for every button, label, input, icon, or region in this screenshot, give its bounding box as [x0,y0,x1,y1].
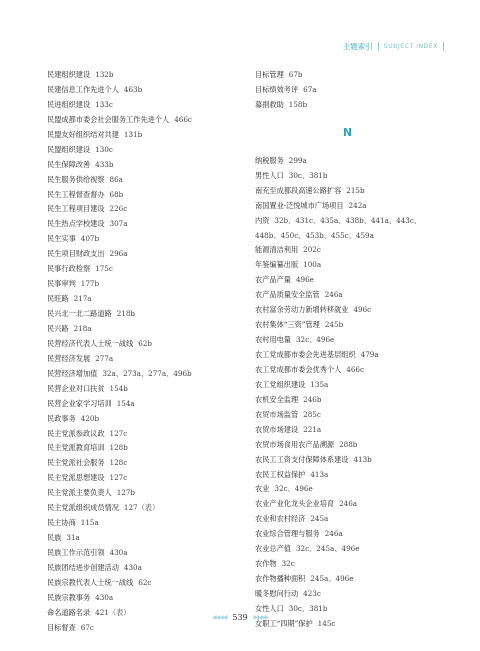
index-term: 农作物播种面积 [255,574,306,584]
index-term: 民主党派社会服务 [47,458,105,468]
index-entry [255,393,440,408]
page-reference: 127c [109,473,128,483]
page-reference: 423c [303,589,321,599]
index-term: 募捐救助 [255,99,284,109]
index-term: 民主党派思想建设 [47,473,105,483]
index-entry [47,98,232,113]
page-reference: 218b [116,309,136,318]
index-term: 民营经济增加值 [47,368,98,378]
index-entry [47,561,232,576]
page-reference: 217a [73,294,92,304]
index-term: 农作物 [255,559,277,569]
index-entry [255,438,440,453]
page-footer [0,613,480,622]
index-entry [47,143,232,158]
index-term: 农业 [255,484,270,494]
page-reference: 463b [123,84,143,94]
page-reference: 154b [109,383,128,393]
page-reference: 158b [288,99,308,109]
page-reference: 145c [317,618,336,628]
page-reference: 296a [109,249,128,259]
index-entry [255,587,440,602]
page-reference: 226c [109,204,128,214]
index-term: 农业综合管理与服务 [255,529,320,539]
page-reference: 466c [174,114,192,124]
index-entry [255,512,440,527]
index-term: 民进组织建设 [47,99,91,109]
index-entry [255,348,440,363]
index-term: 民生项目财政支出 [47,249,105,259]
index-entry [47,83,232,98]
index-term: 民族团结进步创建活动 [47,562,119,572]
index-term: 农村集体“三资”管理 [255,320,320,330]
index-term: 民兴路 [47,323,69,333]
index-entry [255,527,440,542]
page-reference: 115a [80,518,99,528]
page-reference: 215b [346,185,365,195]
index-term: 命名道路名录 [47,607,91,617]
index-entry [47,471,232,486]
page-reference: 430a [123,562,142,572]
page-reference: 466c [346,364,365,374]
page-reference: 420b [80,413,100,423]
index-entry [255,468,440,483]
index-term: 农民工权益保护 [255,469,306,479]
index-term: 能源清洁利用 [255,245,299,255]
index-term: 民盟组织建设 [47,144,91,154]
index-entry [255,333,440,348]
page-reference: 31a [66,533,80,543]
index-entry [47,367,232,382]
index-entry [255,318,440,333]
index-term: 民主党派参政议政 [47,428,105,438]
index-term: 女性人口 [255,603,284,613]
page-reference: 430a [109,548,128,557]
index-term: 民盟成都市委会社会服务工作先进个人 [47,114,170,124]
page-reference: 421（表） [95,607,131,617]
index-term: 民族宗教代表人士统一战线 [47,577,134,587]
header-divider [378,42,379,51]
index-column-right [255,68,440,632]
page-reference: 30c、381b [288,603,328,613]
page-number: 539 [232,613,248,622]
index-entry [255,453,440,468]
section-title-cn: 主题索引 [342,42,373,51]
index-term: 年鉴编纂出版 [255,260,299,270]
index-entry [47,232,232,247]
section-title-en: SUBJECT INDEX [383,43,438,50]
page-reference: 413a [310,469,329,479]
page-reference: 127（表） [123,503,160,513]
index-term: 南充至成都段高速公路扩容 [255,185,342,195]
index-term: 民生工程项目建设 [47,204,105,214]
index-entry [255,482,440,497]
page-reference: 86a [109,174,123,184]
page-reference: 131b [123,129,143,139]
index-entry [47,173,232,188]
index-entry [255,199,440,214]
index-entry [47,546,232,561]
index-entry [255,363,440,378]
footer-left-arrows: ◀◀◀◀ [211,614,227,621]
index-term: 民主党派组织成员情况 [47,503,119,513]
page-reference: 32c、496e [274,484,313,494]
index-entry [255,184,440,199]
index-entry [255,572,440,587]
index-entry [47,262,232,277]
index-entry [255,288,440,303]
section-letter-n: N [342,125,353,139]
index-entry [47,247,232,262]
index-term: 目标督查 [47,622,76,632]
index-entry [255,214,440,244]
page-reference: 32c、245a、496e [295,544,360,554]
page-reference: 135a [310,379,329,389]
index-term: 民生工程督查督办 [47,189,105,199]
index-entry [47,188,232,203]
index-entry [47,576,232,591]
index-term: 民族工作示范引领 [47,548,105,557]
page-reference: 133c [95,99,113,109]
page-reference: 285c [303,409,321,419]
index-entry [255,243,440,258]
index-term: 民营经济代表人士统一战线 [47,338,134,348]
page-reference: 288b [339,439,358,449]
page-reference: 407b [80,234,100,244]
page-reference: 433b [95,159,114,169]
index-term: 农业产业化龙头企业培育 [255,499,335,509]
page-reference: 175c [95,264,113,274]
index-entry [47,158,232,173]
index-term: 民营企业家学习培训 [47,398,112,408]
index-term: 农贸市场监管 [255,409,299,419]
index-term: 农村用电量 [255,335,291,345]
page-reference: 246a [324,529,343,539]
page-reference: 177b [80,279,100,289]
page-reference: 307a [109,219,128,229]
page-reference: 246b [303,394,322,404]
page-reference: 218a [73,323,92,333]
index-entry [47,307,232,322]
page-reference: 496c [353,305,372,315]
index-entry [255,98,440,113]
page-reference: 245a [310,514,329,524]
index-entry [47,292,232,307]
index-term: 暖冬慰问行动 [255,589,299,599]
index-term: 农贸市场食用农产品溯源 [255,439,335,449]
index-term: 民事审判 [47,279,76,289]
index-term: 内资 [255,215,270,225]
index-term: 纳税服务 [255,155,284,165]
index-entry [255,303,440,318]
page-reference: 242a [348,200,367,210]
page-reference: 132b [95,70,114,79]
index-term: 民主党派主要负责人 [47,488,112,498]
page-reference: 67b [288,70,303,79]
index-term: 农贸市场建设 [255,424,299,434]
index-entry [47,382,232,397]
index-term: 民事行政检察 [47,264,91,274]
index-entry [47,591,232,606]
page-reference: 154a [116,398,135,408]
page-reference: 128c [109,458,128,468]
index-entry [255,423,440,438]
index-entry [47,113,232,128]
index-term: 民生热点学校建设 [47,219,105,229]
index-entry [47,68,232,83]
index-term: 目标绩效考评 [255,84,299,94]
index-term: 农村富余劳动力新增转移就业 [255,305,349,315]
page-reference: 67a [303,84,317,94]
index-entry [47,441,232,456]
page-reference: 32c、496e [295,335,335,345]
index-entry [255,273,440,288]
page-reference: 299a [288,155,307,165]
index-entry [47,217,232,232]
index-term: 南国置业·泛悦城市广场项目 [255,200,344,210]
page-reference: 202c [303,245,321,255]
index-entry [255,497,440,512]
index-term: 民营经济发展 [47,353,91,363]
index-entry [47,397,232,412]
index-entry [47,427,232,442]
index-term: 农工党成都市委会先进基层组织 [255,350,356,360]
page-reference: 127c [109,428,128,438]
index-term: 民生保障改善 [47,159,91,169]
index-term: 农机安全监理 [255,394,299,404]
index-term: 民主协商 [47,518,76,528]
page-reference: 100a [303,260,322,270]
index-entry [47,352,232,367]
index-entry [255,154,440,169]
index-entry [47,531,232,546]
index-term: 民兴北一北二路道路 [47,309,112,318]
index-column-left [47,68,232,636]
index-term: 民建信息工作先进个人 [47,84,119,94]
page-reference: 32c [281,559,295,569]
index-entry [47,412,232,427]
page-reference: 62c [138,577,152,587]
page-reference: 246a [324,290,343,300]
page-reference: 130c [95,144,113,154]
index-entry [255,68,440,83]
index-entry [255,557,440,572]
index-term: 民政事务 [47,413,76,423]
page-reference: 30c、381b [288,170,328,180]
index-term: 农产品产量 [255,275,291,285]
running-header [343,41,444,52]
index-term: 目标管理 [255,70,284,79]
index-term: 男性人口 [255,170,284,180]
page-reference: 62b [138,338,153,348]
page-reference: 68b [109,189,124,199]
index-entry [255,378,440,393]
page-reference: 413b [353,454,372,464]
page-reference: 67c [80,622,94,632]
footer-right-arrows: ▶▶▶▶ [253,614,269,621]
index-entry [47,337,232,352]
page-reference: 479a [360,350,379,360]
index-term: 民建组织建设 [47,70,91,79]
page-reference: 221a [303,424,322,434]
index-term: 民主党派教育培训 [47,443,105,453]
index-entry [47,277,232,292]
page-reference: 127b [116,488,136,498]
page-reference: 245b [324,320,344,330]
index-entry [47,621,232,636]
index-entry [47,501,232,516]
index-entry [255,83,440,98]
index-entry [47,516,232,531]
index-term: 民族宗教事务 [47,592,91,602]
index-term: 农业总产值 [255,544,291,554]
header-end-bar [443,42,444,51]
index-entry [47,202,232,217]
index-entry [255,408,440,423]
page-reference: 32b、431c、435a、438b、441a、443c、448b、450c、453b、455c、459a [255,215,422,240]
page-reference: 128b [109,443,128,453]
index-entry [255,169,440,184]
index-term: 农工党成都市委会优秀个人 [255,364,342,374]
index-term: 民族 [47,533,62,543]
index-entry [255,258,440,273]
index-term: 农产品质量安全监管 [255,290,320,300]
index-entry [47,456,232,471]
index-term: 农工党组织建设 [255,379,306,389]
page-reference: 32a、273a、277a、496b [102,368,192,378]
index-term: 民生实事 [47,234,76,244]
index-entry [255,542,440,557]
index-entry [47,128,232,143]
page-reference: 246a [339,499,358,509]
index-term: 农民工工资支付保障体系建设 [255,454,349,464]
index-term: 民营企业对口扶贫 [47,383,105,393]
index-entry [47,322,232,337]
page-reference: 430a [95,592,114,602]
index-term: 女职工“四期”保护 [255,618,313,628]
index-term: 民盟友好组织结对共建 [47,129,119,139]
page-reference: 496e [295,275,314,285]
index-term: 民生服务供给视察 [47,174,105,184]
index-entry [47,486,232,501]
page-reference: 277a [95,353,114,363]
page-reference: 245a、496e [310,574,354,584]
index-term: 民旺路 [47,294,69,304]
index-term: 农业和农村经济 [255,514,306,524]
